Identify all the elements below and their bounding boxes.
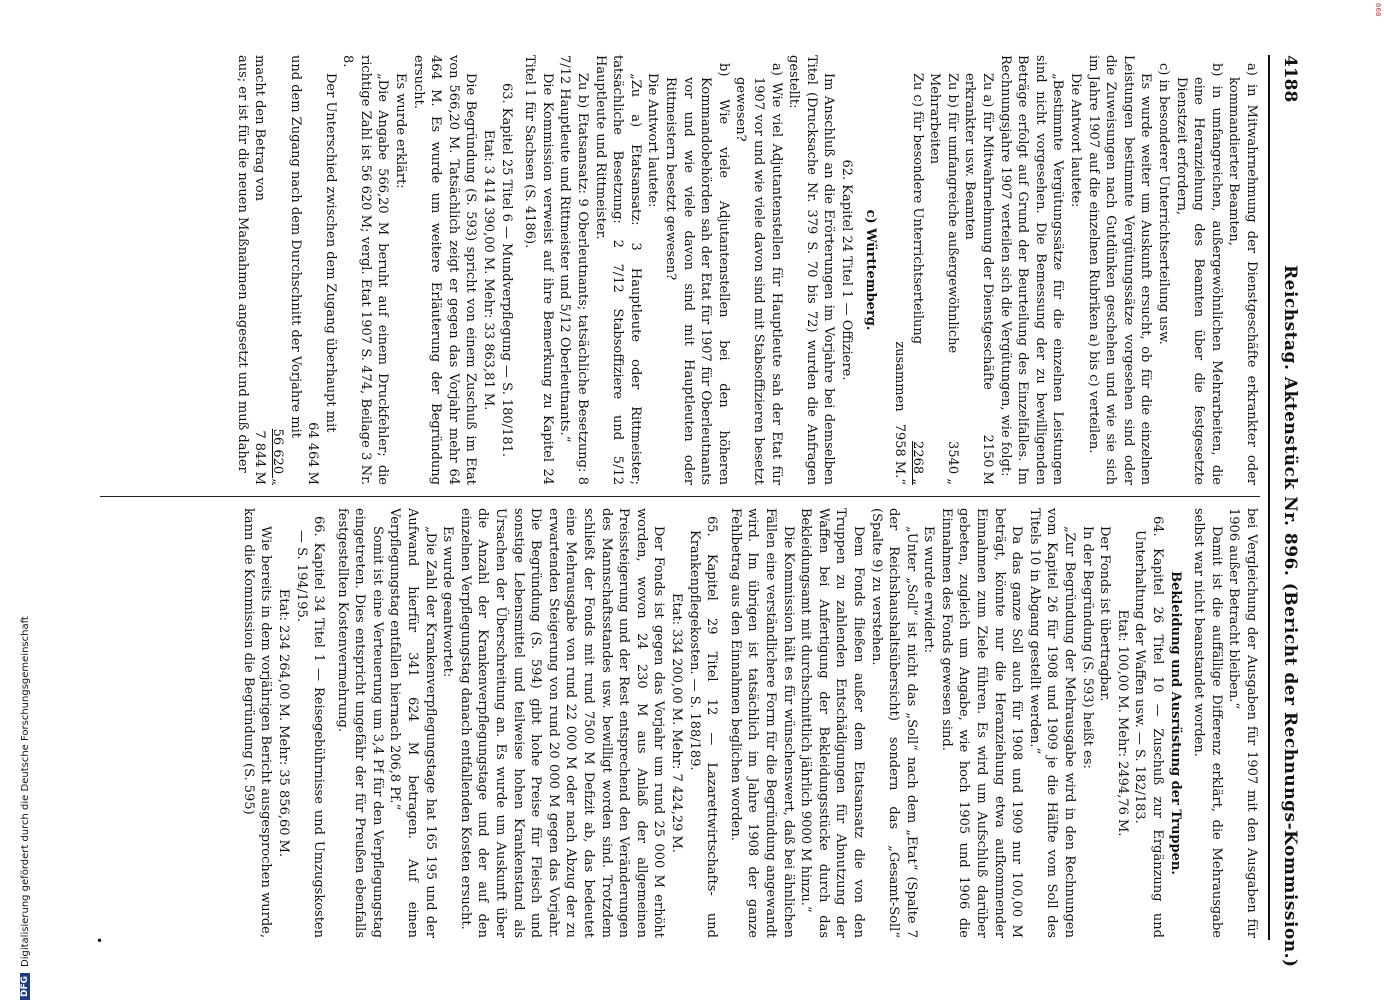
- page-header: [1270, 55, 1300, 968]
- sum-row-value: 2150 M: [980, 434, 996, 485]
- document-page: [90, 55, 1300, 968]
- paragraph: In der Begründung (S. 593) heißt es:: [1079, 526, 1095, 769]
- digitization-credit: [18, 400, 32, 1000]
- paragraph: aus; er ist für die neuen Maßnahmen angesetzt und muß daher: [234, 55, 250, 473]
- calc-row: [268, 55, 286, 485]
- quote: „Die Angabe 566,20 M beruht auf einem Druckfehler; die richtige Zahl ist 56 620 M; vergl. Etat 1907 S. 474, Beilage 3 Nr. 8.: [340, 55, 391, 485]
- etat-line: Etat: 334 200,00 M. Mehr: 7 424,29 M.: [669, 593, 684, 853]
- paragraph: b) Wie viele Adjutantenstellen bei den höheren Kommandobehörden sah der Etat für 1907 für Oberleutnants vor und wie viele davon sind mit Hauptleuten oder Rittmeistern besetzt gewesen?: [663, 63, 731, 485]
- paragraph: Die Antwort lautete:: [1068, 73, 1084, 208]
- sum-row: [926, 55, 961, 485]
- sum-row-value: 3540 „: [944, 441, 960, 485]
- sum-row-label: Zu a) für Mitwahrnehmung der Dienstgeschäfte erkrankter usw. Beamten: [962, 73, 996, 390]
- quote: „Zur Begründung der Mehrausgabe wird in den Rechnungen vom Kapitel 26 für 1908 und 1909 je die Hälfte vom Soll des Titels 10 in Abgang gestellt werden.“: [1026, 508, 1078, 938]
- dfg-logo: DFG: [20, 973, 30, 1000]
- paragraph: Die Begründung (S. 593) spricht von einem Zuschuß im Etat von 566,20 M. Tatsächlich zeigt er gegen das Vorjahr mehr 64 464 M. Es wurde um weitere Erläuterung der Begründung ersucht.: [410, 55, 479, 485]
- quote: Dem Fonds fließen außer dem Etatsansatz die von den Truppen zu zahlenden Entschädigungen für Abnutzung der Waffen bei Anfertigung der Bekleidungsstücke durch das Bekleidungsamt mit durchschnittlich jährlich 9000 M hinzu.“: [798, 508, 866, 938]
- item-heading: 66. Kapitel 34 Titel 1 — Reisegebührnisse und Umzugskosten — S. 194/195.: [293, 516, 327, 938]
- column-divider: [100, 496, 1260, 497]
- paragraph: Wie bereits in dem vorjährigen Bericht ausgesprochen wurde, kann die Kommission die Begründung (S. 595): [240, 508, 274, 938]
- paragraph: Die Kommission verweist auf ihre Bemerkung zu Kapitel 24 Titel 1 für Sachsen (S. 4186).: [522, 55, 555, 485]
- sum-row-label: Zu b) für umfangreiche außergewöhnliche Mehrarbeiten: [927, 73, 960, 354]
- header-rule: [1268, 55, 1270, 940]
- sum-total-row: [891, 55, 909, 485]
- page-title: Reichstag. Aktenstück Nr. 896. (Bericht der Rechnungs-Kommission.): [1280, 265, 1300, 968]
- scan-id: 668: [1374, 3, 1382, 17]
- page-number: 4188: [1280, 55, 1300, 103]
- section-heading: c) Württemberg.: [862, 209, 878, 331]
- credit-text: Digitalisierung gefördert durch die Deutsche Forschungsgemeinschaft: [19, 616, 31, 967]
- sum-total-label: zusammen: [892, 341, 908, 412]
- paragraph: Es wurde geantwortet:: [440, 526, 456, 678]
- paragraph: Somit ist eine Verteuerung um 3,4 Pf für den Verpflegungstag eingetreten. Dies entspricht ungefähr der für Preußen ebenfalls festgestellten Kostenvermehrung.: [334, 508, 385, 938]
- paragraph: und dem Zugang nach dem Durchschnitt der Vorjahre mit: [287, 55, 303, 438]
- paragraph: Der Fonds ist gegen das Vorjahr um rund 25 000 M erhöht worden, wovon 24 230 M aus Anlaß der allgemeinen Preissteigerung und der Rest entsprechend den Veränderungen des Mannschaftsstandes usw. bewilligt worden sind. Trotzdem schließt der Fonds mit rund 7500 M Defizit ab, das bedeutet eine Mehrausgabe von rund 22 000 M oder nach Abzug der zu erwartenden Steigerung von rund 20 000 M gegen das Vorjahr. Die Begründung (S. 594) gibt hohe Preise für Fleisch und sonstige Lebensmittel und teilweise hohen Krankenstand als Ursachen der Überschreitung an. Es wurde um Auskunft über die Anzahl der Krankenverpflegungstage und der auf den einzelnen Verpflegungstag danach entfallenden Kosten ersucht.: [457, 508, 667, 938]
- paragraph: Es wurde erklärt:: [393, 73, 409, 189]
- paragraph: Damit ist die auffällige Differenz erklärt, die Mehrausgabe selbst war nicht beanstandet worden.: [1191, 508, 1224, 938]
- calc-value: 64 464 M: [305, 422, 321, 485]
- etat-line: Etat: 234 264,00 M. Mehr: 35 856,60 M.: [275, 588, 291, 858]
- paragraph: Es wurde weiter um Auskunft ersucht, ob für die einzelnen Leistungen bestimmte Vergütungssätze vorgesehen sind oder die Zuweisungen nach Gutdünken geschehen und wie sie sich im Jahre 1907 auf die einzelnen Rubriken a) bis c) verteilen.: [1085, 55, 1154, 485]
- right-column: [239, 508, 1260, 938]
- paragraph: Im Anschluß an die Erörterungen im Vorjahre bei demselben Titel (Drucksache Nr. 379 S. 70 bis 72) wurden die Anfragen gestellt:: [786, 55, 837, 485]
- etat-line: Etat: 100,00 M. Mehr: 2494,76 M.: [1114, 609, 1130, 837]
- paragraph: Da das ganze Soll auch für 1908 und 1909 nur 100,00 M beträgt, könnte nur die Heranziehung etwa aufkommender Einnahmen zum Ziele führen. Es wird um Aufschluß darüber gebeten, zugleich um Angabe, wie hoch 1905 und 1906 die Einnahmen des Fonds gewesen sind.: [938, 508, 1025, 938]
- quote: „Bestimmte Vergütungssätze für die einzelnen Leistungen sind nicht vorgesehen. Die Bemessung der zu bewilligenden Beträge erfolgt auf Grund der Beurteilung des Einzelfalles. Im Rechnungsjahre 1907 verteilen sich die Vergütungen, wie folgt:: [997, 55, 1066, 485]
- sum-row: [908, 55, 926, 485]
- quote: „Unter „Soll“ ist nicht das „Soll“ nach dem „Etat“ (Spalte 7 der Reichshaushaltsübersicht) sondern das „Gesamt-Soll“ (Spalte 9) zu verstehen.: [868, 508, 919, 938]
- paragraph: bei Vergleichung der Ausgaben für 1907 mit den Ausgaben für 1906 außer Betracht bleiben.“: [1226, 508, 1259, 938]
- sum-row: [961, 55, 996, 485]
- sum-total-value: 7958 M.“: [892, 423, 908, 485]
- section-heading: Bekleidung und Ausrüstung der Truppen.: [1167, 571, 1183, 875]
- left-column: [233, 55, 1260, 485]
- paragraph: a) Wie viel Adjutantenstellen für Hauptleute sah der Etat für 1907 vor und wie viele davon sind mit Stabsoffizieren besetzt gewesen?: [733, 63, 784, 485]
- paragraph: b) in umfangreichen, außergewöhnlichen Mehrarbeiten, die eine Heranziehung des Beamten über die festgesetzte Dienstzeit erfordern,: [1173, 63, 1224, 485]
- item-heading: 62. Kapitel 24 Titel 1 — Offiziere.: [838, 159, 854, 381]
- paragraph: Der Unterschied zwischen dem Zugang überhaupt mit: [322, 73, 338, 433]
- paragraph: c) in besonderer Unterrichtserteilung usw.: [1156, 63, 1172, 345]
- paragraph: Die Kommission hält es für wünschenswert, daß bei ähnlichen Fällen eine verständlichere Form für die Begründung angewandt wird. Im übrigen ist tatsächlich im Jahre 1908 der ganze Fehlbetrag aus den Einnahmen beglichen worden.: [727, 508, 796, 938]
- calc-value: 56 620 „: [269, 428, 285, 485]
- calc-row: [304, 55, 322, 485]
- paragraph: a) in Mitwahrnehmung der Dienstgeschäfte erkrankter oder kommandierter Beamten,: [1226, 63, 1259, 485]
- sum-row-label: Zu c) für besondere Unterrichtserteilung: [909, 73, 925, 345]
- quote: „Zu a) Etatsansatz: 3 Hauptleute oder Rittmeister; tatsächliche Besetzung: 2 7/12 Stabsoffiziere und 5/12 Hauptleute und Rittmeister.: [592, 55, 643, 485]
- item-heading: 63. Kapitel 25 Titel 6 — Mundverpflegung — S. 180/181.: [498, 82, 514, 458]
- etat-line: Etat: 3 414 390,00 M. Mehr: 33 863,81 M.: [481, 129, 497, 411]
- calc-label: macht den Betrag von: [252, 55, 268, 202]
- calc-value: 7 844 M: [252, 430, 268, 485]
- item-heading: 64. Kapitel 26 Titel 10 — Zuschuß zur Ergänzung und Unterhaltung der Waffen usw. — S. 182/183.: [1132, 516, 1166, 938]
- paragraph: Die Antwort lautete:: [645, 73, 661, 208]
- margin-dot: •: [96, 934, 104, 948]
- quote: „Die Zahl der Krankenverpflegungstage hat 165 195 und der Aufwand hierfür 341 624 M betragen. Auf einen Verpflegungstag entfallen hiernach 206,8 Pf.“: [387, 508, 438, 938]
- paragraph: Der Fonds ist übertragbar.: [1097, 526, 1113, 702]
- paragraph: Es wurde erwidert:: [921, 526, 937, 654]
- calc-row: [251, 55, 269, 485]
- item-heading: 65. Kapitel 29 Titel 12 — Lazarettwirtschafts- und Krankenpflegekosten. — S. 188/189.: [686, 516, 720, 938]
- quote: Zu b) Etatsansatz: 9 Oberleutnants; tatsächliche Besetzung: 8 7/12 Hauptleute und Rittmeister und 5/12 Oberleutnants.“: [557, 55, 591, 485]
- sum-row-value: 2268 „: [909, 441, 925, 485]
